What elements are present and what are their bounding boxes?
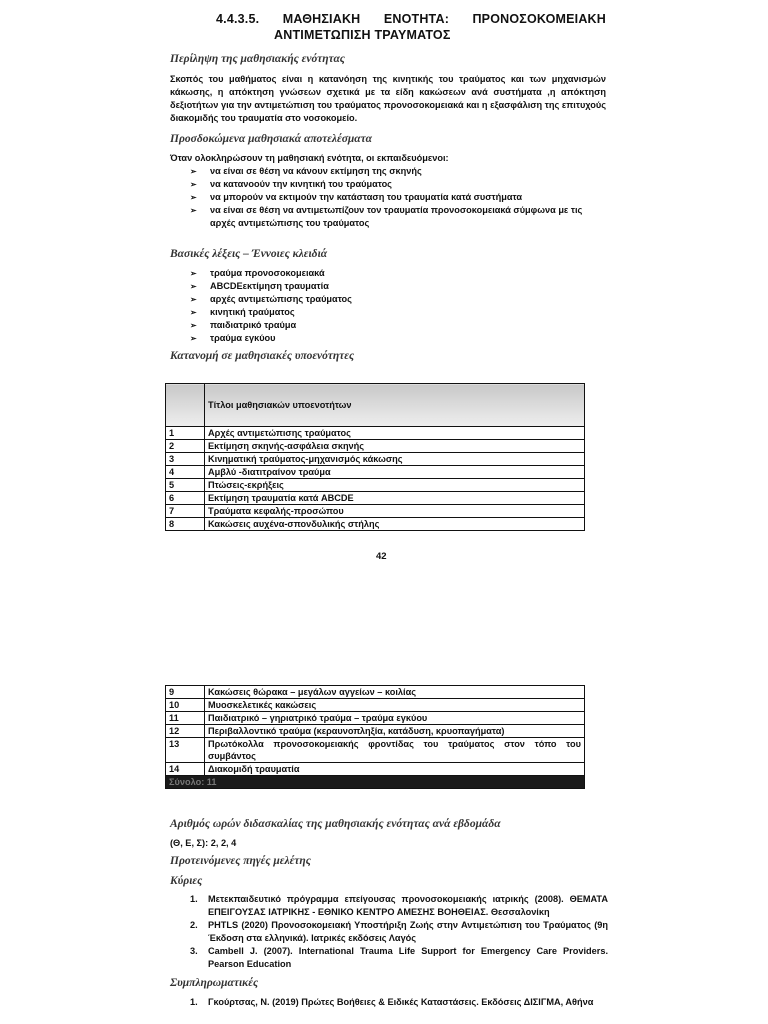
arrow-bullet-icon: ➢ bbox=[190, 334, 197, 343]
title-word: ΕΝΟΤΗΤΑ: bbox=[383, 12, 450, 26]
outcomes-intro: Όταν ολοκληρώσουν τη μαθησιακή ενότητα, οι εκπαιδευόμενοι: bbox=[170, 153, 449, 163]
list-item: ➢ να κατανοούν την κινητική του τραύματος bbox=[190, 179, 392, 189]
subunits-table-continued bbox=[165, 685, 585, 789]
subunits-table bbox=[165, 383, 585, 531]
title-word: ΜΑΘΗΣΙΑΚΗ bbox=[282, 12, 361, 26]
table-row: 1 Αρχές αντιμετώπισης τραύματος bbox=[166, 427, 585, 440]
table-total-row bbox=[166, 776, 585, 789]
arrow-bullet-icon: ➢ bbox=[190, 295, 197, 304]
hours-heading: Αριθμός ωρών διδασκαλίας της μαθησιακής ενότητας ανά εβδομάδα bbox=[170, 818, 501, 830]
keywords-list bbox=[190, 267, 606, 345]
summary-text: Σκοπός του μαθήματος είναι η κατανόηση της κινητικής του τραύματος και των μηχανισμών κάκωσης, η απόκτηση γνώσεων σχετικά με τα είδη κακώσεων ανά συστήματα ,η απόκτηση δεξιοτήτων για την αντιμετώπιση του τραύματος προνοσοκομειακά και η εξασφάλιση της επιτυχούς διακομιδής του τραυματία στο νοσοκομείο. bbox=[170, 74, 606, 123]
title-word: ΠΡΟΝΟΣΟΚΟΜΕΙΑΚΗ bbox=[472, 12, 606, 26]
arrow-bullet-icon: ➢ bbox=[190, 321, 197, 330]
table-row: 14 Διακομιδή τραυματία bbox=[166, 763, 585, 776]
table-header-cell bbox=[166, 384, 205, 427]
table-header-cell: Τίτλοι μαθησιακών υποενοτήτων bbox=[205, 384, 585, 427]
reference-item: 1. Μετεκπαιδευτικό πρόγραμμα επείγουσας προνοσοκομειακής ιατρικής (2008). ΘΕΜΑΤΑ ΕΠΕΙΓΟΥΣΑΣ ΙΑΤΡΙΚΗΣ - ΕΘΝΙΚΟ ΚΕΝΤΡΟ ΑΜΕΣΗΣ ΒΟΗΘΕΙΑΣ. Θεσσαλονίκη bbox=[190, 894, 608, 917]
list-item: ➢ αρχές αντιμετώπισης τραύματος bbox=[190, 294, 352, 304]
hours-value: (Θ, Ε, Σ): 2, 2, 4 bbox=[170, 838, 237, 848]
arrow-bullet-icon: ➢ bbox=[190, 206, 197, 215]
table-row: 7 Τραύματα κεφαλής-προσώπου bbox=[166, 505, 585, 518]
arrow-bullet-icon: ➢ bbox=[190, 282, 197, 291]
main-sources-list bbox=[190, 893, 608, 971]
arrow-bullet-icon: ➢ bbox=[190, 269, 197, 278]
list-item: ➢ να είναι σε θέση να αντιμετωπίζουν τον τραυματία προνοσοκομειακά σύμφωνα με τις αρχές αντιμετώπισης του τραύματος bbox=[190, 205, 583, 228]
main-sources-heading: Κύριες bbox=[170, 875, 203, 887]
list-item: ➢ να είναι σε θέση να κάνουν εκτίμηση της σκηνής bbox=[190, 166, 422, 176]
section-number: 4.4.3.5. bbox=[216, 12, 260, 26]
list-item: ➢ κινητική τραύματος bbox=[190, 307, 295, 317]
reference-item: 3. Cambell J. (2007). International Trauma Life Support for Emergency Care Providers. Pearson Education bbox=[190, 946, 608, 969]
list-item: ➢ να μπορούν να εκτιμούν την κατάσταση του τραυματία κατά συστήματα bbox=[190, 192, 523, 202]
reference-item: 1. Γκούρτσας, Ν. (2019) Πρώτες Βοήθειες & Ειδικές Καταστάσεις. Εκδόσεις ΔΙΣΙΓΜΑ, Αθήνα bbox=[190, 997, 594, 1007]
arrow-bullet-icon: ➢ bbox=[190, 167, 197, 176]
arrow-bullet-icon: ➢ bbox=[190, 308, 197, 317]
table-row: 11 Παιδιατρικό – γηριατρικό τραύμα – τραύμα εγκύου bbox=[166, 712, 585, 725]
list-item: ➢ παιδιατρικό τραύμα bbox=[190, 320, 297, 330]
table-row: 10 Μυοσκελετικές κακώσεις bbox=[166, 699, 585, 712]
page-number: 42 bbox=[376, 551, 387, 562]
table-row: 2 Εκτίμηση σκηνής-ασφάλεια σκηνής bbox=[166, 440, 585, 453]
section-title bbox=[216, 12, 606, 42]
list-item: ➢ ABCDEεκτίμηση τραυματία bbox=[190, 281, 329, 291]
table-row: 5 Πτώσεις-εκρήξεις bbox=[166, 479, 585, 492]
outcomes-list bbox=[190, 165, 606, 230]
summary-heading: Περίληψη της μαθησιακής ενότητας bbox=[170, 53, 345, 65]
table-row: 4 Αμβλύ -διατιτραίνον τραύμα bbox=[166, 466, 585, 479]
table-row: 3 Κινηματική τραύματος-μηχανισμός κάκωσης bbox=[166, 453, 585, 466]
keywords-heading: Βασικές λέξεις – Έννοιες κλειδιά bbox=[170, 248, 328, 260]
table-row: 13 Πρωτόκολλα προνοσοκομειακής φροντίδας του τραύματος στον τόπο του συμβάντος bbox=[166, 738, 585, 763]
list-item: ➢ τραύμα εγκύου bbox=[190, 333, 276, 343]
table-row: 6 Εκτίμηση τραυματία κατά ABCDE bbox=[166, 492, 585, 505]
sources-heading: Προτεινόμενες πηγές μελέτης bbox=[170, 855, 311, 867]
total-label: Σύνολο: 11 bbox=[166, 776, 585, 789]
table-row: 8 Κακώσεις αυχένα-σπονδυλικής στήλης bbox=[166, 518, 585, 531]
extra-sources-list bbox=[190, 996, 608, 1009]
outcomes-heading: Προσδοκώμενα μαθησιακά αποτελέσματα bbox=[170, 133, 372, 145]
reference-item: 2. PHTLS (2020) Προνοσοκομειακή Υποστήριξη Ζωής στην Αντιμετώπιση του Τραύματος (9η Έκδοση στα ελληνικά). Ιατρικές εκδόσεις Λαγός bbox=[190, 920, 608, 943]
arrow-bullet-icon: ➢ bbox=[190, 193, 197, 202]
table-header-row bbox=[166, 384, 585, 427]
subunits-heading: Κατανομή σε μαθησιακές υποενότητες bbox=[170, 350, 355, 362]
extra-sources-heading: Συμπληρωματικές bbox=[170, 977, 259, 989]
list-item: ➢ τραύμα προνοσοκομειακά bbox=[190, 268, 325, 278]
title-line-2: ΑΝΤΙΜΕΤΩΠΙΣΗ ΤΡΑΥΜΑΤΟΣ bbox=[274, 28, 451, 42]
table-row: 9 Κακώσεις θώρακα – μεγάλων αγγείων – κοιλίας bbox=[166, 686, 585, 699]
arrow-bullet-icon: ➢ bbox=[190, 180, 197, 189]
table-row: 12 Περιβαλλοντικό τραύμα (κεραυνοπληξία, κατάδυση, κρυοπαγήματα) bbox=[166, 725, 585, 738]
